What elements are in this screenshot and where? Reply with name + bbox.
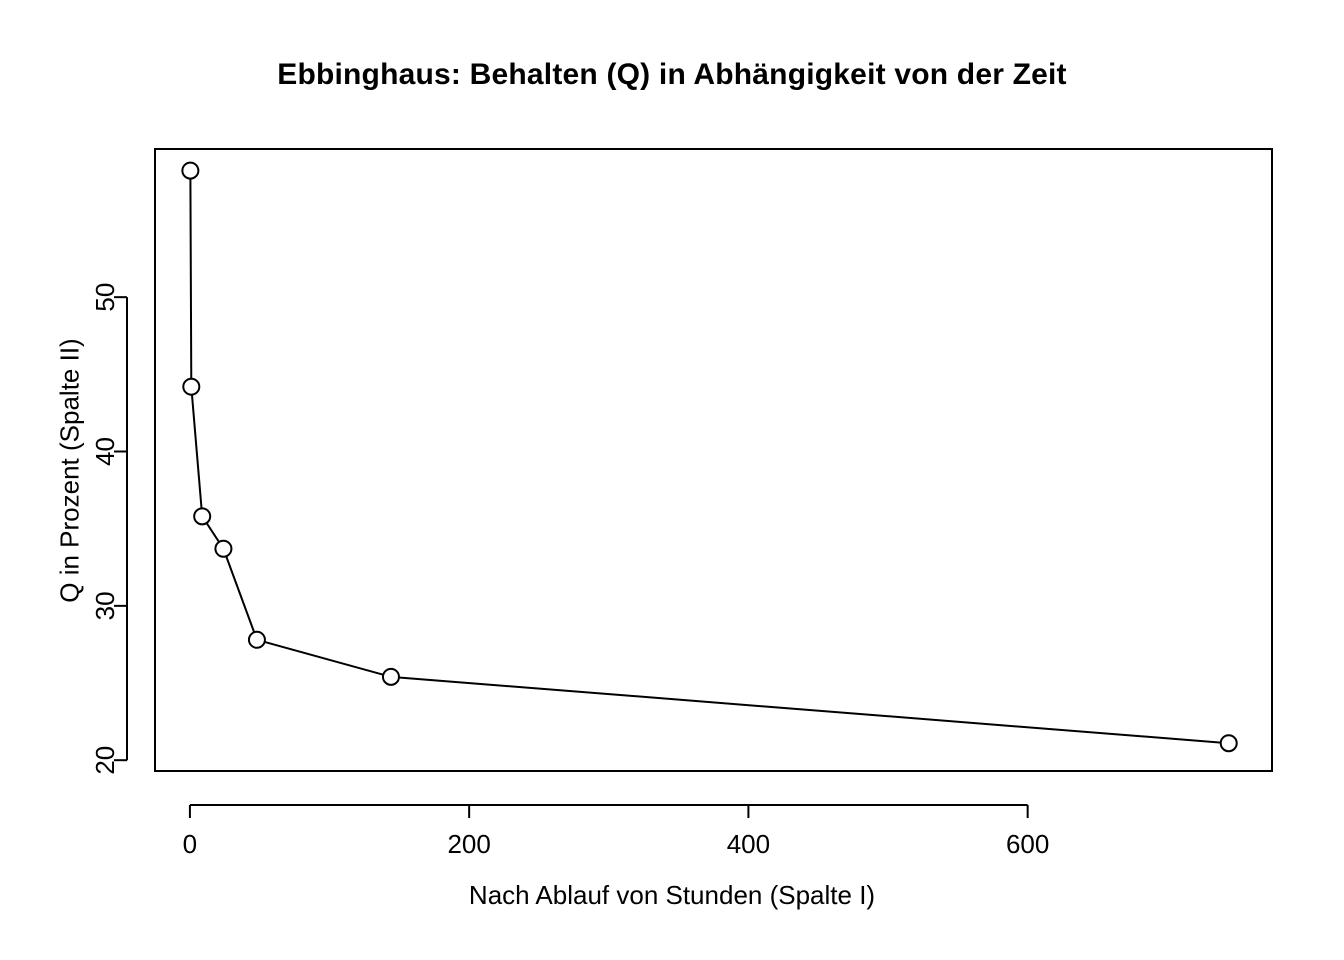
data-point bbox=[1221, 735, 1237, 751]
data-point bbox=[182, 163, 198, 179]
y-tick-label: 20 bbox=[90, 745, 120, 775]
plot-frame bbox=[155, 149, 1272, 771]
data-point bbox=[383, 669, 399, 685]
data-point bbox=[215, 541, 231, 557]
y-tick-label: 40 bbox=[90, 437, 120, 466]
x-tick-label: 0 bbox=[182, 829, 198, 859]
data-point bbox=[249, 632, 265, 648]
y-tick-label: 50 bbox=[90, 282, 120, 312]
x-tick-label: 400 bbox=[726, 829, 771, 859]
data-point bbox=[183, 379, 199, 395]
data-point bbox=[194, 508, 210, 524]
y-tick-label: 30 bbox=[90, 591, 120, 621]
y-axis-label: Q in Prozent (Spalte II) bbox=[54, 338, 85, 603]
x-tick-label: 600 bbox=[1005, 829, 1050, 859]
x-axis-label: Nach Ablauf von Stunden (Spalte I) bbox=[468, 880, 876, 910]
data-line bbox=[190, 171, 1228, 744]
x-tick-label: 200 bbox=[447, 829, 491, 859]
page-title: Ebbinghaus: Behalten (Q) in Abhängigkeit von der Zeit bbox=[277, 58, 1067, 91]
